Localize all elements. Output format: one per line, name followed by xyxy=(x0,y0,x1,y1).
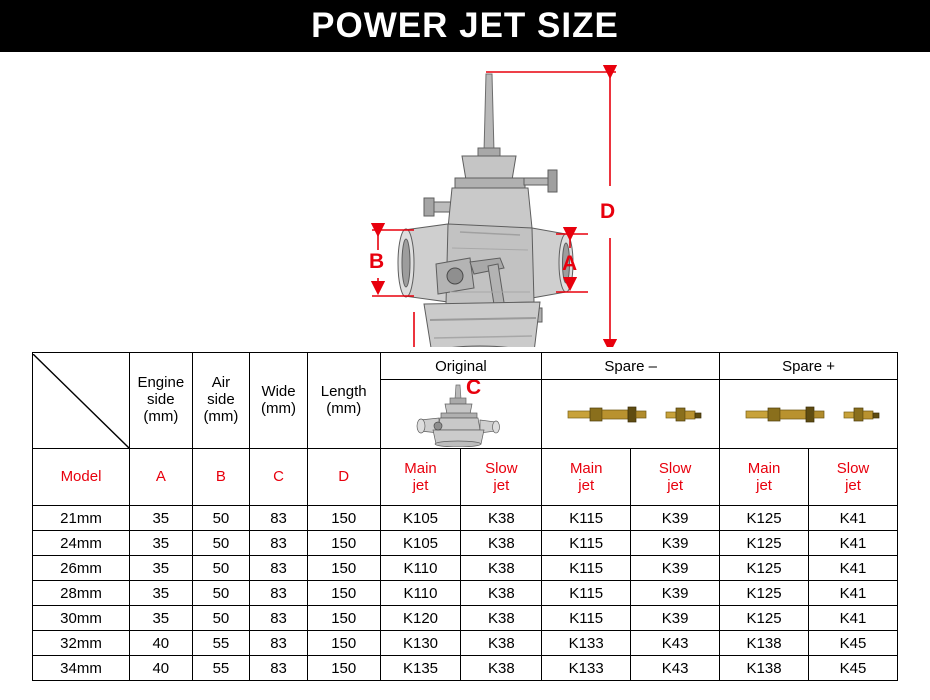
orig-slow-line2: jet xyxy=(493,477,510,494)
cell-b: 50 xyxy=(192,531,250,556)
col-header-b: B xyxy=(192,449,250,506)
header-engine-side xyxy=(130,353,193,449)
table-row xyxy=(33,556,898,581)
cell-d: 150 xyxy=(307,656,380,681)
length-line2: (mm) xyxy=(326,399,362,417)
col-header-model: Model xyxy=(33,449,130,506)
diagram-svg xyxy=(0,52,930,347)
header-wide xyxy=(250,353,308,449)
sparem-main-line1: Main xyxy=(569,459,603,477)
col-header-spare-minus-slow-jet xyxy=(631,449,720,506)
cell-c: 83 xyxy=(250,631,308,656)
engine-side-line2: side xyxy=(147,391,175,409)
cell-orig-slow: K38 xyxy=(461,556,542,581)
corner-diagonal-cell xyxy=(33,353,130,449)
engine-side-line1: Engine xyxy=(137,374,185,392)
cell-d: 150 xyxy=(307,556,380,581)
cell-orig-slow: K38 xyxy=(461,581,542,606)
cell-sparem-main: K115 xyxy=(542,531,631,556)
sparep-slow-line1: Slow xyxy=(836,459,870,477)
cell-model: 24mm xyxy=(33,531,130,556)
col-header-original-slow-jet xyxy=(461,449,542,506)
cell-sparem-slow: K39 xyxy=(631,506,720,531)
group-header-spare-plus: Spare + xyxy=(720,353,898,380)
header-length xyxy=(307,353,380,449)
cell-a: 40 xyxy=(130,656,193,681)
cell-sparep-main: K125 xyxy=(720,606,809,631)
cell-orig-slow: K38 xyxy=(461,631,542,656)
orig-slow-line1: Slow xyxy=(485,459,518,477)
cell-b: 50 xyxy=(192,556,250,581)
cell-model: 28mm xyxy=(33,581,130,606)
table-row xyxy=(33,581,898,606)
air-side-line2: side xyxy=(207,391,235,409)
cell-b: 55 xyxy=(192,631,250,656)
jets-thumb-icon xyxy=(546,381,716,447)
cell-model: 30mm xyxy=(33,606,130,631)
cell-orig-slow: K38 xyxy=(461,656,542,681)
cell-d: 150 xyxy=(307,581,380,606)
cell-orig-main: K105 xyxy=(380,506,461,531)
carburetor-illustration xyxy=(398,74,573,347)
cell-d: 150 xyxy=(307,631,380,656)
page-title: POWER JET SIZE xyxy=(311,6,619,45)
col-header-a: A xyxy=(130,449,193,506)
cell-sparep-main: K138 xyxy=(720,656,809,681)
table-row xyxy=(33,606,898,631)
original-carb-photo-cell xyxy=(380,380,542,449)
cell-sparem-main: K115 xyxy=(542,506,631,531)
cell-sparem-main: K115 xyxy=(542,556,631,581)
cell-model: 32mm xyxy=(33,631,130,656)
air-side-line1: Air xyxy=(211,374,231,392)
cell-sparep-slow: K45 xyxy=(809,656,898,681)
cell-sparep-main: K125 xyxy=(720,556,809,581)
cell-b: 50 xyxy=(192,506,250,531)
cell-orig-main: K110 xyxy=(380,556,461,581)
col-header-d: D xyxy=(307,449,380,506)
cell-b: 50 xyxy=(192,606,250,631)
cell-c: 83 xyxy=(250,656,308,681)
col-header-spare-plus-main-jet xyxy=(720,449,809,506)
col-header-spare-plus-slow-jet xyxy=(809,449,898,506)
cell-model: 34mm xyxy=(33,656,130,681)
spec-table xyxy=(32,352,898,681)
dimension-label-d: D xyxy=(600,200,616,223)
cell-d: 150 xyxy=(307,531,380,556)
cell-sparep-slow: K41 xyxy=(809,581,898,606)
air-side-line3: (mm) xyxy=(203,407,239,425)
table-row xyxy=(33,631,898,656)
table-row xyxy=(33,656,898,681)
title-banner xyxy=(0,0,930,52)
diagonal-line-icon xyxy=(33,354,129,448)
sparem-slow-line2: jet xyxy=(667,477,684,494)
cell-c: 83 xyxy=(250,606,308,631)
cell-sparep-main: K138 xyxy=(720,631,809,656)
cell-sparep-slow: K41 xyxy=(809,506,898,531)
cell-a: 35 xyxy=(130,556,193,581)
cell-sparem-main: K115 xyxy=(542,581,631,606)
cell-a: 40 xyxy=(130,631,193,656)
cell-b: 50 xyxy=(192,581,250,606)
cell-sparep-main: K125 xyxy=(720,506,809,531)
group-header-original: Original xyxy=(380,353,542,380)
cell-a: 35 xyxy=(130,506,193,531)
cell-orig-slow: K38 xyxy=(461,606,542,631)
group-header-row xyxy=(33,353,898,380)
cell-sparem-slow: K43 xyxy=(631,656,720,681)
cell-orig-slow: K38 xyxy=(461,531,542,556)
orig-main-line2: jet xyxy=(412,477,429,494)
cell-c: 83 xyxy=(250,506,308,531)
sparep-main-line1: Main xyxy=(747,459,781,477)
table-row xyxy=(33,531,898,556)
cell-a: 35 xyxy=(130,581,193,606)
sparep-slow-line2: jet xyxy=(845,477,861,494)
col-header-original-main-jet xyxy=(380,449,461,506)
dimension-label-a: A xyxy=(562,252,578,275)
cell-sparem-main: K115 xyxy=(542,606,631,631)
cell-a: 35 xyxy=(130,606,193,631)
cell-c: 83 xyxy=(250,556,308,581)
cell-orig-main: K120 xyxy=(380,606,461,631)
dimension-label-c: C xyxy=(466,376,482,399)
cell-model: 26mm xyxy=(33,556,130,581)
cell-sparem-slow: K39 xyxy=(631,531,720,556)
cell-sparem-slow: K39 xyxy=(631,556,720,581)
cell-sparep-slow: K41 xyxy=(809,606,898,631)
cell-sparep-main: K125 xyxy=(720,531,809,556)
cell-a: 35 xyxy=(130,531,193,556)
sparem-main-line2: jet xyxy=(578,477,595,494)
dimension-label-b: B xyxy=(369,250,385,273)
column-header-row xyxy=(33,449,898,506)
engine-side-line3: (mm) xyxy=(143,407,179,425)
table-row xyxy=(33,506,898,531)
cell-sparem-slow: K39 xyxy=(631,606,720,631)
cell-sparep-slow: K45 xyxy=(809,631,898,656)
col-header-spare-minus-main-jet xyxy=(542,449,631,506)
spare-minus-jets-photo-cell xyxy=(542,380,720,449)
spare-plus-jets-photo-cell xyxy=(720,380,898,449)
cell-orig-main: K105 xyxy=(380,531,461,556)
sparem-slow-line1: Slow xyxy=(658,459,692,477)
cell-sparem-slow: K43 xyxy=(631,631,720,656)
col-header-c: C xyxy=(250,449,308,506)
cell-c: 83 xyxy=(250,581,308,606)
cell-b: 55 xyxy=(192,656,250,681)
cell-orig-main: K110 xyxy=(380,581,461,606)
cell-sparem-main: K133 xyxy=(542,656,631,681)
orig-main-line1: Main xyxy=(404,459,437,477)
cell-sparep-slow: K41 xyxy=(809,531,898,556)
cell-d: 150 xyxy=(307,506,380,531)
cell-d: 150 xyxy=(307,606,380,631)
cell-orig-main: K130 xyxy=(380,631,461,656)
cell-sparem-slow: K39 xyxy=(631,581,720,606)
cell-sparep-slow: K41 xyxy=(809,556,898,581)
cell-orig-slow: K38 xyxy=(461,506,542,531)
wide-line1: Wide xyxy=(261,382,296,400)
wide-line2: (mm) xyxy=(261,399,297,417)
header-air-side xyxy=(192,353,250,449)
cell-sparep-main: K125 xyxy=(720,581,809,606)
cell-model: 21mm xyxy=(33,506,130,531)
spec-table-wrapper xyxy=(32,352,898,681)
jets-thumb-icon-2 xyxy=(724,381,894,447)
cell-sparem-main: K133 xyxy=(542,631,631,656)
length-line1: Length xyxy=(320,382,367,400)
sparep-main-line2: jet xyxy=(756,477,772,494)
cell-c: 83 xyxy=(250,531,308,556)
carburetor-thumb-icon xyxy=(386,381,536,447)
cell-orig-main: K135 xyxy=(380,656,461,681)
group-header-spare-minus: Spare – xyxy=(542,353,720,380)
